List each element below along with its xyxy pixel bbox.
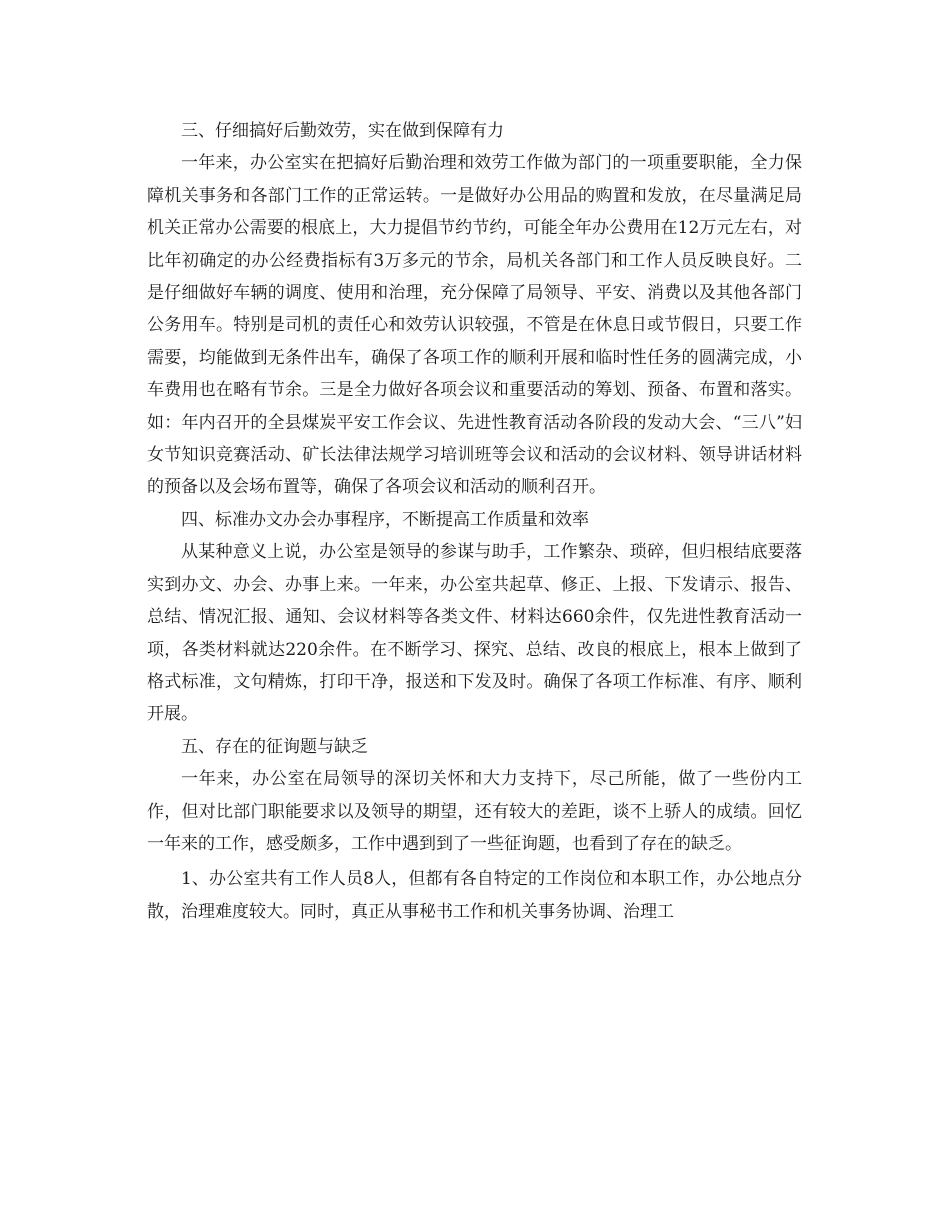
section-heading-problems: 五、存在的征询题与缺乏 xyxy=(181,736,368,757)
section-heading-logistics: 三、仔细搞好后勤效劳，实在做到保障有力 xyxy=(181,121,504,141)
section-heading-procedures: 四、标准办文办会办事程序，不断提高工作质量和效率 xyxy=(181,509,589,530)
paragraph-problems-item-1: 1、办公室共有工作人员8人，但都有各自特定的工作岗位和本职工作，办公地点分散，治理难度较大。同时，真正从事秘书工作和机关事务协调、治理工 xyxy=(147,869,802,922)
paragraph-procedures: 从某种意义上说，办公室是领导的参谋与助手，工作繁杂、琐碎，但归根结底要落实到办文、办会、办事上来。一年来，办公室共起草、修正、上报、下发请示、报告、总结、情况汇报、通知、会议材料等各类文件、材料达660余件，仅先进性教育活动一项，各类材料就达220余件。在不断学习、探究、总结、改良的根底上，根本上做到了格式标准，文句精炼，打印干净，报送和下发及时。确保了各项工作标准、有序、顺利开展。 xyxy=(147,542,802,725)
paragraph-problems-intro: 一年来，办公室在局领导的深切关怀和大力支持下，尽己所能，做了一些份内工作，但对比部门职能要求以及领导的期望，还有较大的差距，谈不上骄人的成绩。回忆一年来的工作，感受颇多，工作中遇到到了一些征询题，也看到了存在的缺乏。 xyxy=(147,769,802,854)
paragraph-logistics: 一年来，办公室实在把搞好后勤治理和效劳工作做为部门的一项重要职能，全力保障机关事务和各部门工作的正常运转。一是做好办公用品的购置和发放，在尽量满足局机关正常办公需要的根底上，大力提倡节约节约，可能全年办公费用在12万元左右，对比年初确定的办公经费指标有3万多元的节余，局机关各部门和工作人员反映良好。二是仔细做好车辆的调度、使用和治理，充分保障了局领导、平安、消费以及其他各部门公务用车。特别是司机的责任心和效劳认识较强，不管是在休息日或节假日，只要工作需要，均能做到无条件出车，确保了各项工作的顺利开展和临时性任务的圆满完成，小车费用也在略有节余。三是全力做好各项会议和重要活动的筹划、预备、布置和落实。如：年内召开的全县煤炭平安工作会议、先进性教育活动各阶段的发动大会、“三八”妇女节知识竞赛活动、矿长法律法规学习培训班等会议和活动的会议材料、领导讲话材料的预备以及会场布置等，确保了各项会议和活动的顺利召开。 xyxy=(147,153,802,498)
document-page xyxy=(147,115,802,928)
